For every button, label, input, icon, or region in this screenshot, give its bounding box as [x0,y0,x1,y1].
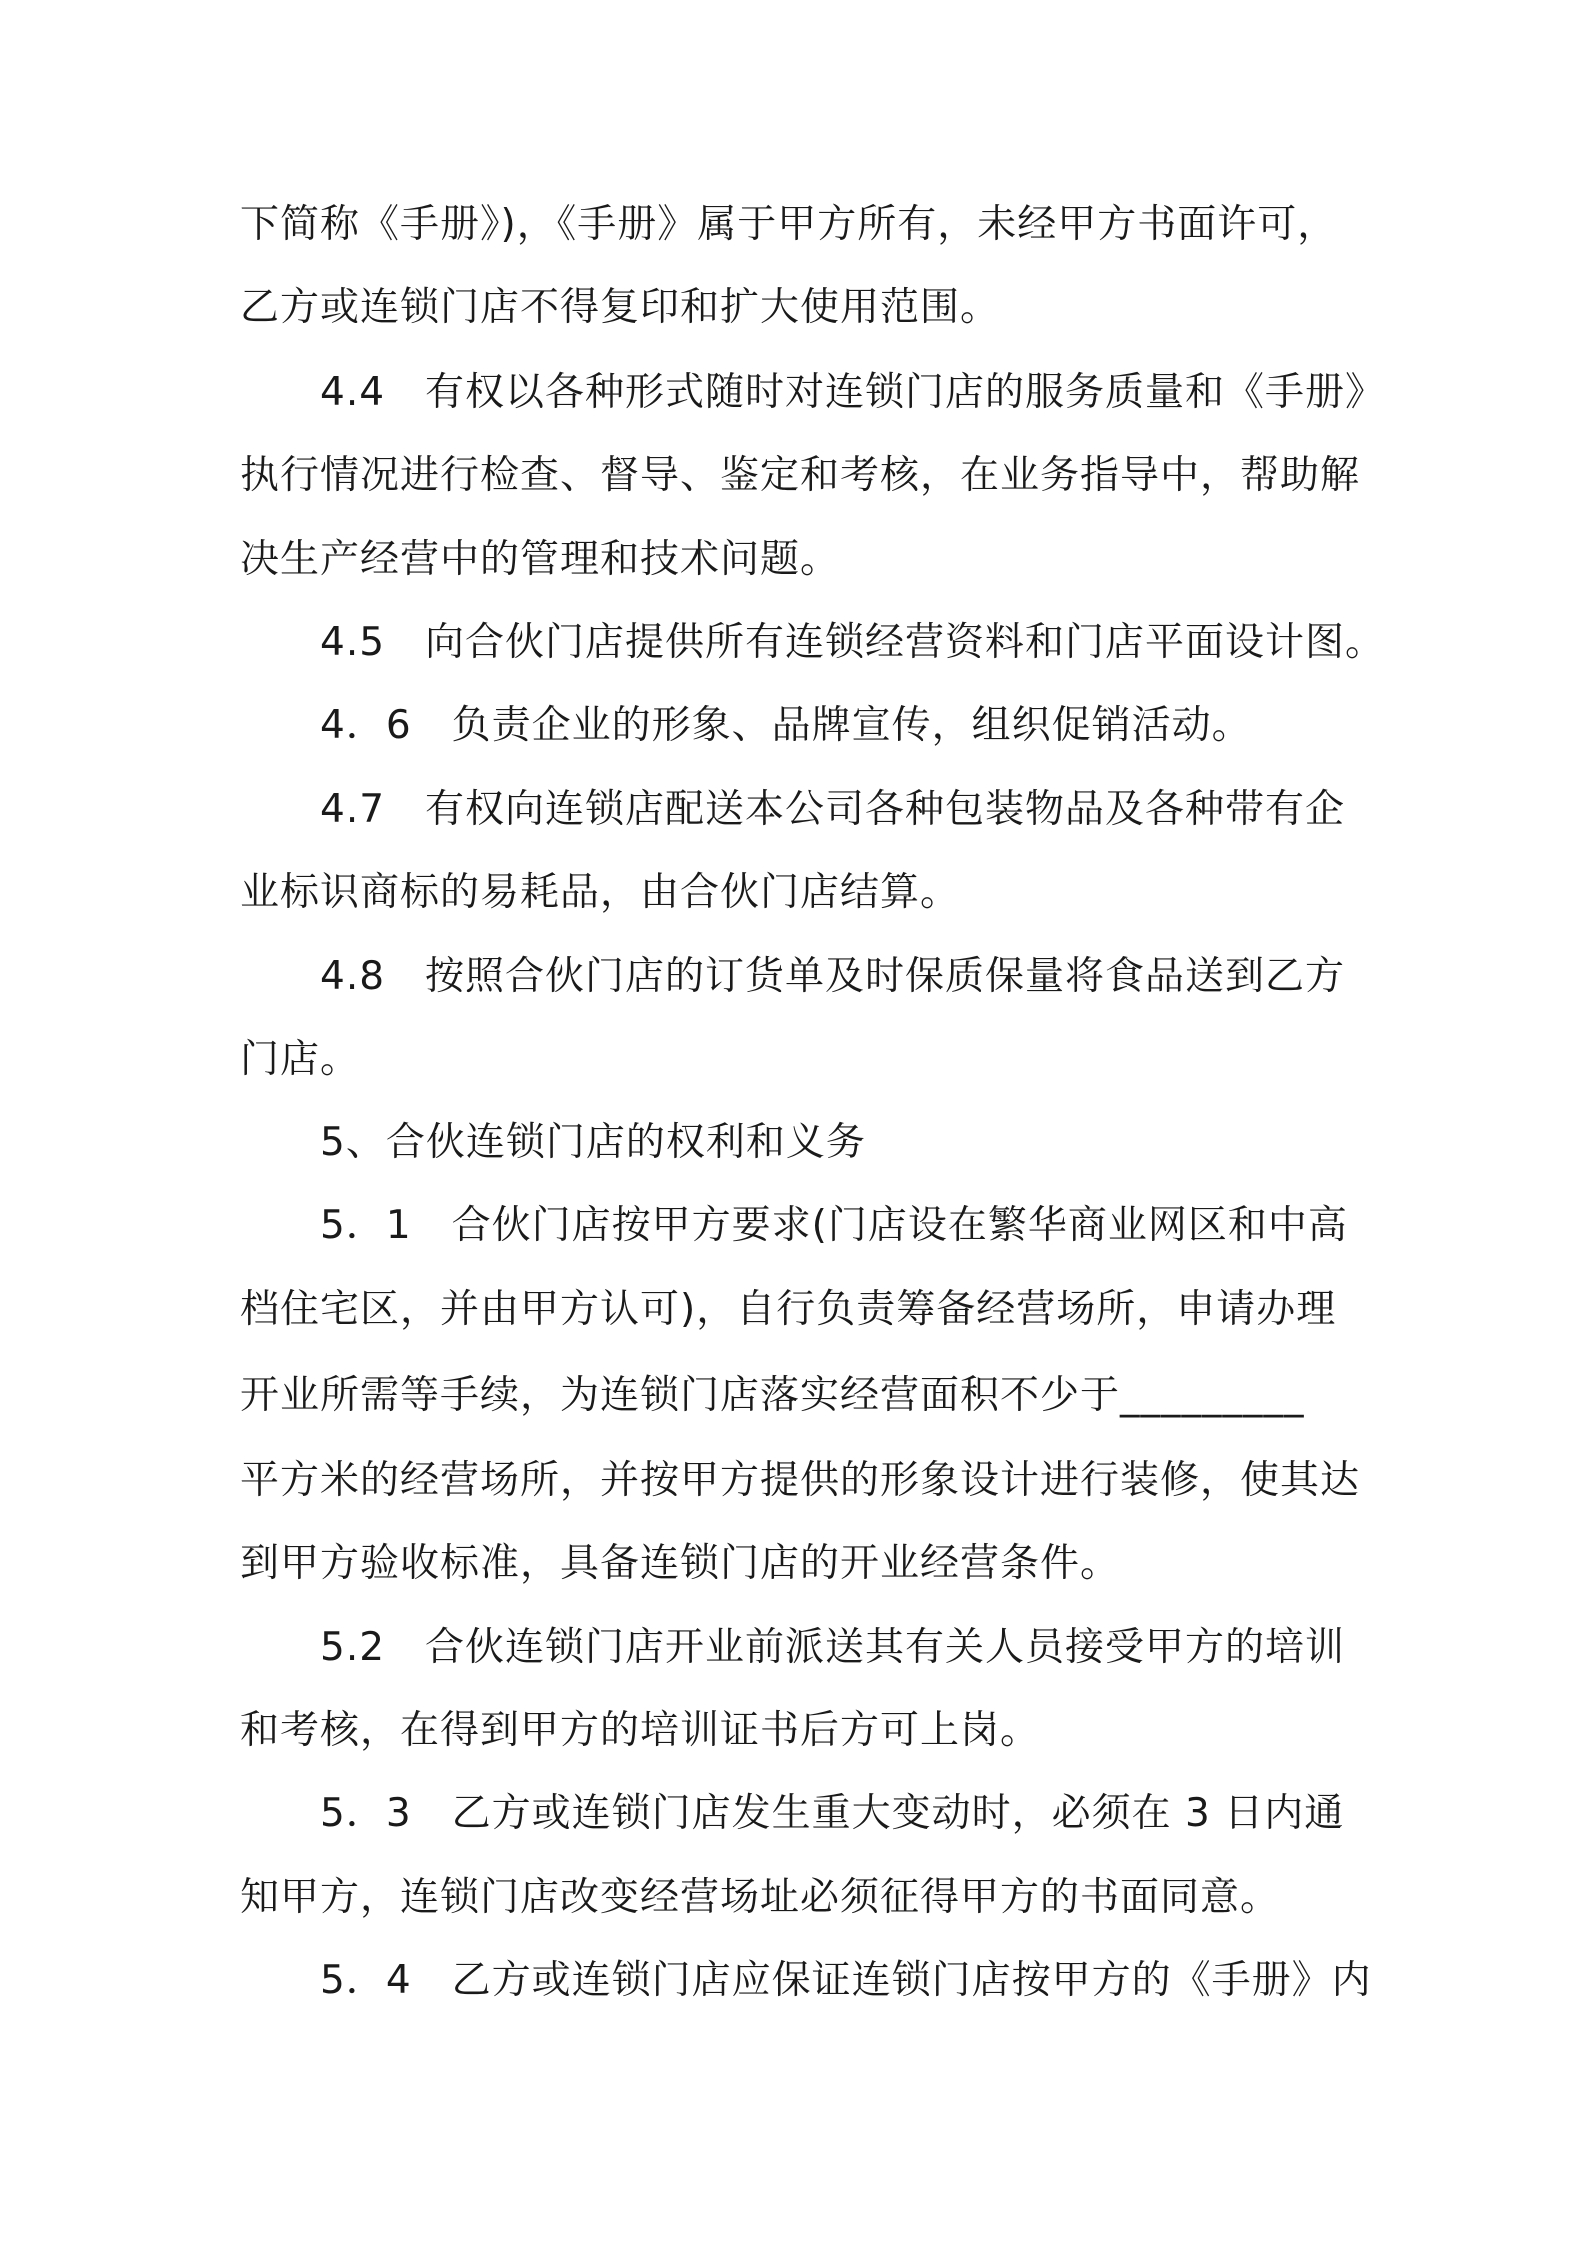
section-4-7: 4.7 有权向连锁店配送本公司各种包装物品及各种带有企 [320,787,1346,832]
text-line: 下简称《手册》)，《手册》属于甲方所有，未经甲方书面许可， [240,202,1338,247]
text-line: 门店。 [240,1037,361,1082]
text-line: 执行情况进行检查、督导、鉴定和考核，在业务指导中，帮助解 [240,453,1361,498]
section-5-heading: 5、合伙连锁门店的权利和义务 [320,1120,866,1165]
section-4-8: 4.8 按照合伙门店的订货单及时保质保量将食品送到乙方 [320,954,1346,999]
text-line: 平方米的经营场所，并按甲方提供的形象设计进行装修，使其达 [240,1458,1361,1503]
text-line: 乙方或连锁门店不得复印和扩大使用范围。 [240,285,1001,330]
text-line: 和考核，在得到甲方的培训证书后方可上岗。 [240,1708,1041,1753]
text-line: 知甲方，连锁门店改变经营场址必须征得甲方的书面同意。 [240,1875,1281,1920]
section-5-4: 5．4 乙方或连锁门店应保证连锁门店按甲方的《手册》内 [320,1958,1372,2003]
text-line: 开业所需等手续，为连锁门店落实经营面积不少于_________ [240,1373,1305,1418]
text-line: 到甲方验收标准，具备连锁门店的开业经营条件。 [240,1541,1121,1586]
text-line: 档住宅区，并由甲方认可)，自行负责筹备经营场所，申请办理 [240,1287,1337,1332]
section-5-1: 5．1 合伙门店按甲方要求(门店设在繁华商业网区和中高 [320,1203,1348,1248]
section-4-6: 4．6 负责企业的形象、品牌宣传，组织促销活动。 [320,703,1252,748]
section-5-2: 5.2 合伙连锁门店开业前派送其有关人员接受甲方的培训 [320,1625,1346,1670]
section-5-3: 5．3 乙方或连锁门店发生重大变动时，必须在 3 日内通 [320,1791,1345,1836]
text-line: 决生产经营中的管理和技术问题。 [240,537,841,582]
section-4-5: 4.5 向合伙门店提供所有连锁经营资料和门店平面设计图。 [320,620,1386,665]
text-line: 业标识商标的易耗品，由合伙门店结算。 [240,870,961,915]
section-4-4: 4.4 有权以各种形式随时对连锁门店的服务质量和《手册》 [320,370,1386,415]
